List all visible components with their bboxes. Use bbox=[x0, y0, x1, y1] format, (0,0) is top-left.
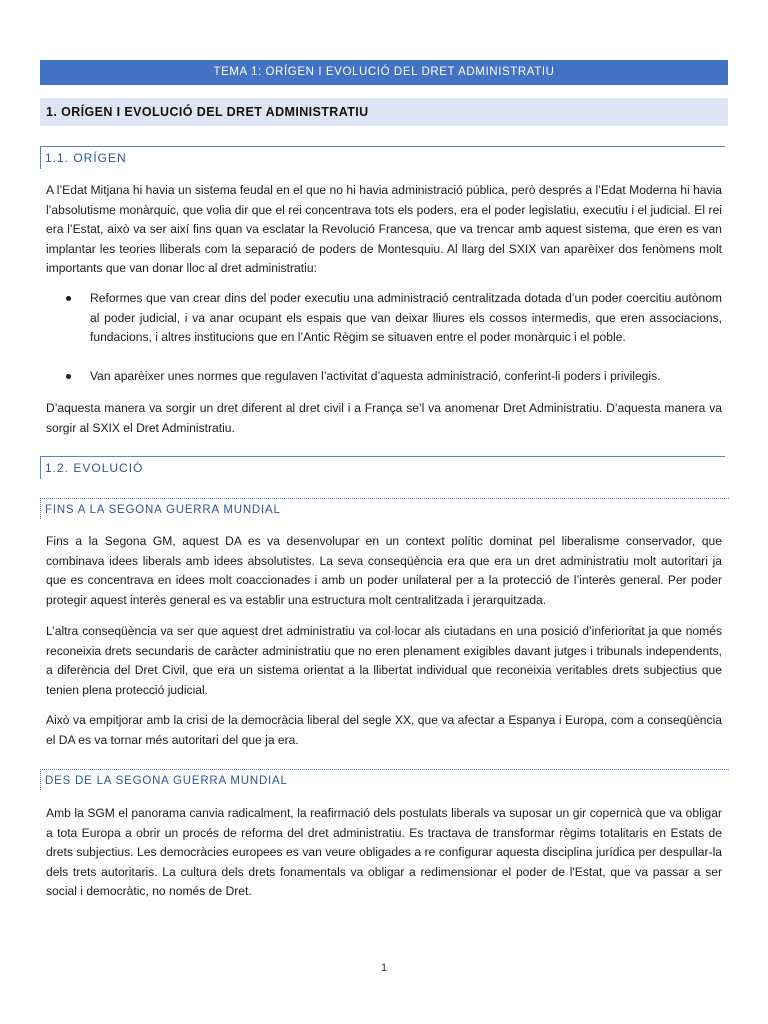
document-title: TEMA 1: ORÍGEN I EVOLUCIÓ DEL DRET ADMINISTRATIU bbox=[40, 60, 728, 85]
section-heading-1-1: 1.1. ORÍGEN bbox=[40, 146, 725, 169]
before-ww2-paragraph-1: Fins a la Segona GM, aquest DA es va desenvolupar en un context polític dominat pel liberalisme conservador, que combinava idees liberals amb idees absolutistes. La seva conseqüència era que era un dret administratiu molt autoritari ja que es concentrava en idees molt coaccionades i amb un poder unilateral per a la protecció de l’interès general. Per poder protegir aquest interès general es va establir una estructura molt centralitzada i jerarquitzada. bbox=[46, 534, 722, 607]
bullet-text: Reformes que van crear dins del poder executiu una administració centralitzada dotada d’un poder coercitiu autònom al poder judicial, i va anar ocupant els espais que van deixar lliures els cossos intermedis, que eren associacions, fundacions, i altres institucions que en l’Antic Règim se situaven entre el poder monàrquic i el poble. bbox=[90, 291, 722, 345]
before-ww2-paragraph-2: L’altra conseqüència va ser que aquest dret administratiu va col·locar als ciutadans en una posició d’inferioritat ja que només reconeixia drets secundaris de caràcter administratiu que no eren plenament exigibles davant jutges i tribunals independents, a diferència del Dret Civil, que era un sistema orientat a la llibertat individual que reconeixia veritables drets subjectius que tenien plena protecció judicial. bbox=[46, 624, 722, 697]
section-heading-1: 1. ORÍGEN I EVOLUCIÓ DEL DRET ADMINISTRATIU bbox=[40, 98, 728, 126]
subsection-heading-before-ww2: FINS A LA SEGONA GUERRA MUNDIAL bbox=[40, 498, 729, 519]
origin-intro-paragraph: A l’Edat Mitjana hi havia un sistema feudal en el que no hi havia administració pública, però després a l’Edat Moderna hi havia l’absolutisme monàrquic, que volia dir que el rei concentrava tots els poders, era el poder legislatiu, executiu i el judicial. El rei era l’Estat, això va ser així fins quan va esclatar la Revolució Francesa, que va trencar amb aquest sistema, que eren es van implantar les teories lliberals com la separació de poders de Montesquiu. Al llarg del SXIX van aparèixer dos fenòmens molt importants que van donar lloc al dret administratiu: bbox=[46, 183, 722, 276]
origin-conclusion-paragraph: D’aquesta manera va sorgir un dret diferent al dret civil i a França se’l va anomenar Dret Administratiu. D’aquesta manera va sorgir al SXIX el Dret Administratiu. bbox=[46, 401, 722, 435]
before-ww2-paragraph-3: Això va empitjorar amb la crisi de la democràcia liberal del segle XX, que va afectar a Espanya i Europa, com a conseqüència el DA es va tornar més autoritari del que ja era. bbox=[46, 713, 722, 747]
bullet-icon bbox=[66, 374, 71, 379]
origin-bullet-list-2 bbox=[62, 367, 722, 387]
since-ww2-paragraph-1: Amb la SGM el panorama canvia radicalment, la reafirmació dels postulats liberals va suposar un gir copernicà que va obligar a tota Europa a obrir un procés de reforma del dret administratiu. Es tractava de transformar règims totalitaris en Estats de drets subjectius. Les democràcies europees es van veure obligades a re configurar aquesta disciplina jurídica per despullar-la dels trets autoritaris. La cultura dels drets fonamentals va obligar a redimensionar el poder de l'Estat, que va passar a ser social i democràtic, no només de Dret. bbox=[46, 806, 722, 899]
bullet-text: Van aparèixer unes normes que regulaven l’activitat d’aquesta administració, conferint-li poders i privilegis. bbox=[90, 369, 661, 383]
bullet-icon bbox=[66, 296, 71, 301]
list-item bbox=[62, 367, 722, 387]
list-item bbox=[62, 289, 722, 348]
origin-bullet-list bbox=[62, 289, 722, 348]
subsection-heading-since-ww2: DES DE LA SEGONA GUERRA MUNDIAL bbox=[40, 769, 729, 790]
section-heading-1-2: 1.2. EVOLUCIÓ bbox=[40, 456, 725, 479]
page-number: 1 bbox=[380, 962, 388, 974]
